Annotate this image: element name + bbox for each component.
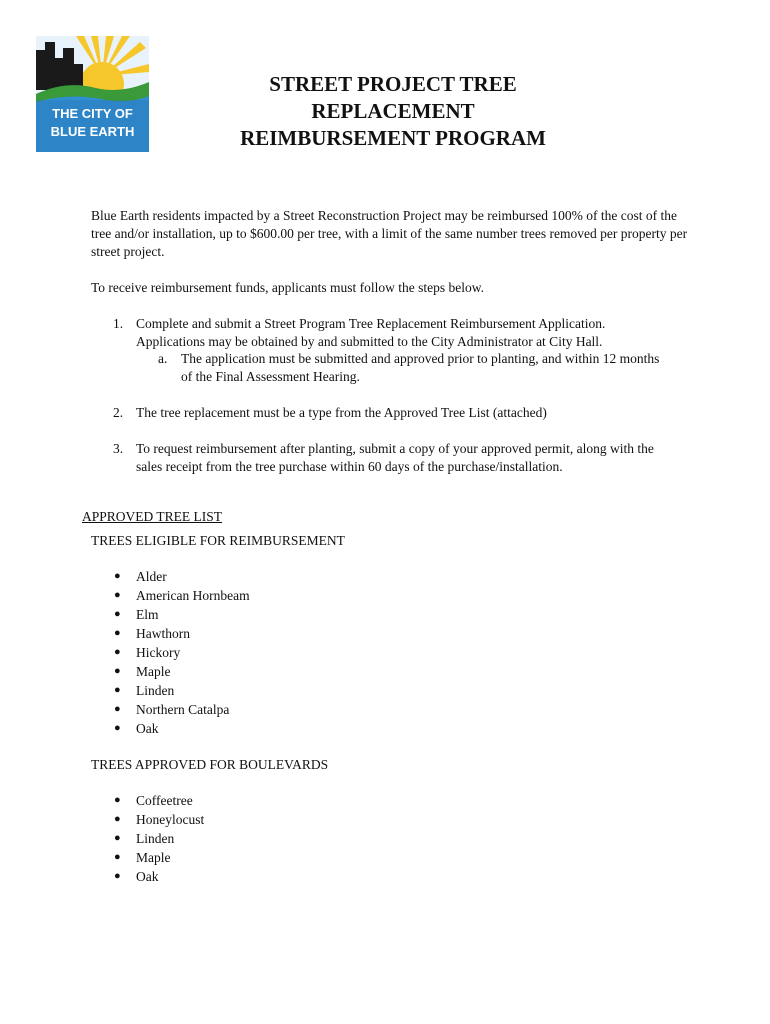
tree-name: Coffeetree — [136, 793, 193, 808]
bullet-icon: ● — [114, 722, 121, 734]
approved-tree-list-heading: APPROVED TREE LIST — [82, 509, 223, 524]
tree-name: Linden — [136, 683, 175, 698]
bullet-icon: ● — [114, 608, 121, 620]
step-text: To request reimbursement after planting, submit a copy of your approved permit, along with the sales receipt from the tree purchase within 60 days of the purchase/installation. — [136, 441, 654, 474]
intro-paragraph: Blue Earth residents impacted by a Street Reconstruction Project may be reimbursed 100% of the cost of the tree and/or installation, up to $600.00 per tree, with a limit of the same number trees removed per property per street project. — [91, 208, 688, 259]
logo-text-line1: THE CITY OF — [52, 106, 133, 121]
list-item — [0, 719, 400, 738]
tree-name: Oak — [136, 869, 159, 884]
tree-name: American Hornbeam — [136, 588, 250, 603]
tree-name: Honeylocust — [136, 812, 205, 827]
reimbursement-trees-heading: TREES ELIGIBLE FOR REIMBURSEMENT — [91, 533, 345, 548]
bullet-icon: ● — [114, 684, 121, 696]
step-number: 3. — [113, 441, 124, 456]
document-title — [180, 71, 606, 152]
substep-letter: a. — [158, 351, 168, 366]
tree-name: Northern Catalpa — [136, 702, 230, 717]
step-text: Complete and submit a Street Program Tree Replacement Reimbursement Application. Applications may be obtained by and submitted to the City Administrator at City Hall. — [136, 316, 606, 349]
logo-text-line2: BLUE EARTH — [50, 124, 135, 139]
list-item — [0, 791, 400, 810]
bullet-icon: ● — [114, 851, 121, 863]
instructions-paragraph: To receive reimbursement funds, applicants must follow the steps below. — [91, 280, 484, 295]
bullet-icon: ● — [114, 832, 121, 844]
boulevard-tree-list — [0, 791, 400, 886]
list-item — [0, 681, 400, 700]
list-item — [0, 586, 400, 605]
list-item — [0, 700, 400, 719]
boulevard-trees-heading: TREES APPROVED FOR BOULEVARDS — [91, 757, 329, 772]
list-item — [0, 605, 400, 624]
title-line-1: STREET PROJECT TREE — [269, 72, 517, 96]
bullet-icon: ● — [114, 627, 121, 639]
tree-name: Elm — [136, 607, 159, 622]
tree-name: Hawthorn — [136, 626, 190, 641]
step-number: 1. — [113, 316, 124, 331]
list-item — [0, 643, 400, 662]
title-line-3: REIMBURSEMENT PROGRAM — [240, 126, 546, 150]
title-line-2: REPLACEMENT — [311, 99, 475, 123]
tree-name: Oak — [136, 721, 159, 736]
list-item — [0, 624, 400, 643]
bullet-icon: ● — [114, 703, 121, 715]
bullet-icon: ● — [114, 646, 121, 658]
bullet-icon: ● — [114, 665, 121, 677]
step-number: 2. — [113, 405, 124, 420]
reimbursement-tree-list — [0, 567, 400, 738]
list-item — [0, 848, 400, 867]
city-logo-graphic — [36, 36, 149, 152]
bullet-icon: ● — [114, 870, 121, 882]
bullet-icon: ● — [114, 570, 121, 582]
tree-name: Alder — [136, 569, 167, 584]
list-item — [0, 567, 400, 586]
tree-name: Maple — [136, 664, 171, 679]
list-item — [0, 662, 400, 681]
list-item — [0, 829, 400, 848]
city-logo — [36, 36, 149, 152]
bullet-icon: ● — [114, 589, 121, 601]
tree-name: Hickory — [136, 645, 181, 660]
tree-name: Linden — [136, 831, 175, 846]
list-item — [0, 867, 400, 886]
list-item — [0, 810, 400, 829]
bullet-icon: ● — [114, 794, 121, 806]
tree-name: Maple — [136, 850, 171, 865]
substep-text: The application must be submitted and approved prior to planting, and within 12 months of the Final Assessment Hearing. — [181, 351, 660, 384]
bullet-icon: ● — [114, 813, 121, 825]
step-text: The tree replacement must be a type from the Approved Tree List (attached) — [136, 405, 547, 420]
